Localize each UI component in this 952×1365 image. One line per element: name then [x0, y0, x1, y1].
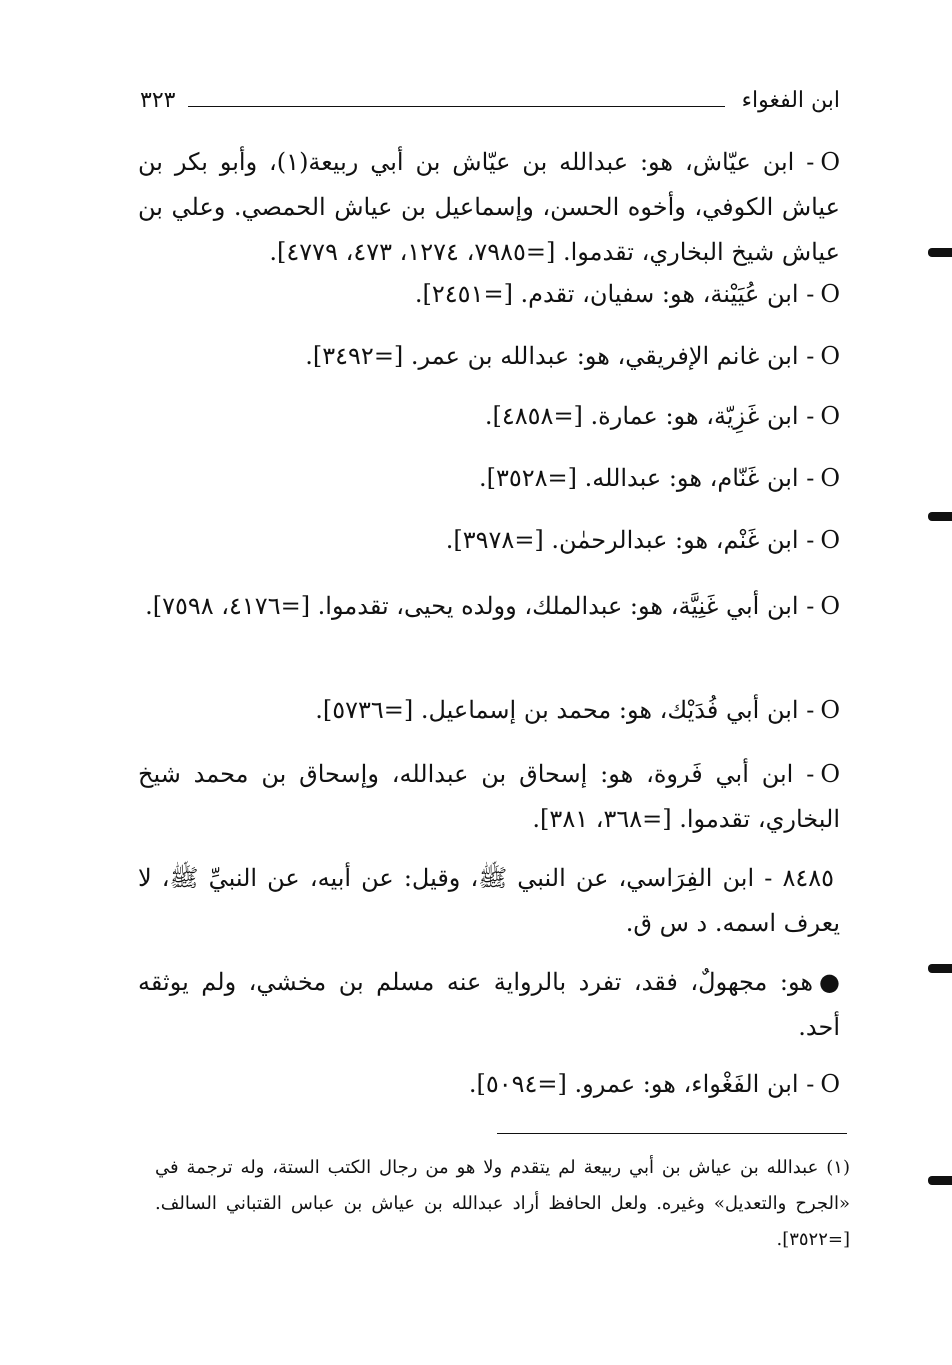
entry-marker: O [820, 1070, 840, 1098]
scan-edge-mark [928, 248, 952, 257]
entry-text: - ابن غَنْم، هو: عبدالرحمٰن. [=٣٩٧٨]. [445, 526, 815, 554]
running-header [140, 88, 840, 118]
entry-marker: O [820, 402, 840, 430]
scan-edge-mark [928, 512, 952, 521]
footnote-rule [497, 1133, 847, 1134]
entry-8485-ibn-al-firasi [138, 856, 840, 946]
entry-text: - ابن أبي فُدَيْك، هو: محمد بن إسماعيل. [=٥٧٣٦]. [315, 696, 815, 724]
entry-marker: O [820, 592, 840, 620]
entry-ibn-ayyash [138, 140, 840, 275]
entry-text: - ابن عيّاش، هو: عبدالله بن عيّاش بن أبي ربيعة(١)، وأبو بكر بن عياش الكوفي، وأخوه الحسن، وإسماعيل بن عياش الحمصي. وعلي بن عياش شيخ البخاري، تقدموا. [=٧٩٨٥، ١٢٧٤، ٤٧٣، ٤٧٧٩]. [138, 148, 840, 266]
entry-marker: O [820, 464, 840, 492]
entry-text: - ابن أبي غَنِيَّة، هو: عبدالملك، وولده يحيى، تقدموا. [=٤١٧٦، ٧٥٩٨]. [145, 592, 815, 620]
entry-text: - ابن الفَغْواء، هو: عمرو. [=٥٠٩٤]. [468, 1070, 815, 1098]
bullet-marker: ● [819, 968, 840, 996]
footnote: (١) عبدالله بن عياش بن أبي ربيعة لم يتقدم ولا هو من رجال الكتب الستة، وله ترجمة في «الجرح والتعديل» وغيره. ولعل الحافظ أراد عبدالله بن عياش بن عباس القتباني السالف. [=٣٥٢٢]. [155, 1157, 850, 1250]
entry-ibn-abi-fudayk [138, 688, 840, 733]
entry-ibn-uyayna [138, 272, 840, 317]
entry-text: - ابن غَزِيّة، هو: عمارة. [=٤٨٥٨]. [484, 402, 815, 430]
entry-text: - ابن غانم الإفريقي، هو: عبدالله بن عمر. [=٣٤٩٢]. [305, 342, 815, 370]
entry-ibn-abi-farwa [138, 752, 840, 842]
entry-ibn-ghanim [138, 334, 840, 379]
scan-edge-mark [928, 964, 952, 973]
entry-marker: O [820, 526, 840, 554]
header-rule [188, 106, 725, 107]
scan-edge-mark [928, 1176, 952, 1185]
entry-text: - ابن غَنّام، هو: عبدالله. [=٣٥٢٨]. [478, 464, 815, 492]
entry-text: ٨٤٨٥ - ابن الفِرَاسي، عن النبي ﷺ، وقيل: عن أبيه، عن النبيِّ ﷺ، لا يعرف اسمه. د س ق. [138, 864, 840, 937]
commentary-majhul [138, 960, 840, 1050]
entry-ibn-abi-ghaniyya [138, 584, 840, 629]
entry-marker: O [820, 696, 840, 724]
entry-marker: O [820, 280, 840, 308]
page-number: ٣٢٣ [140, 88, 176, 113]
entry-marker: O [820, 760, 840, 788]
entry-marker: O [820, 342, 840, 370]
entry-ibn-ghaziyya [138, 394, 840, 439]
entry-text: - ابن عُيَيْنة، هو: سفيان، تقدم. [=٢٤٥١]. [414, 280, 815, 308]
entry-ibn-ghanm [138, 518, 840, 563]
entry-ibn-al-faghwa [138, 1062, 840, 1107]
entry-text: هو: مجهولٌ، فقد، تفرد بالرواية عنه مسلم بن مخشي، ولم يوثقه أحد. [138, 968, 840, 1041]
entry-text: - ابن أبي فَروة، هو: إسحاق بن عبدالله، وإسحاق بن محمد شيخ البخاري، تقدموا. [=٣٦٨، ٣٨١]. [138, 760, 840, 833]
entry-marker: O [820, 148, 840, 176]
running-title: ابن الفغواء [741, 88, 840, 113]
entry-ibn-ghannam [138, 456, 840, 501]
